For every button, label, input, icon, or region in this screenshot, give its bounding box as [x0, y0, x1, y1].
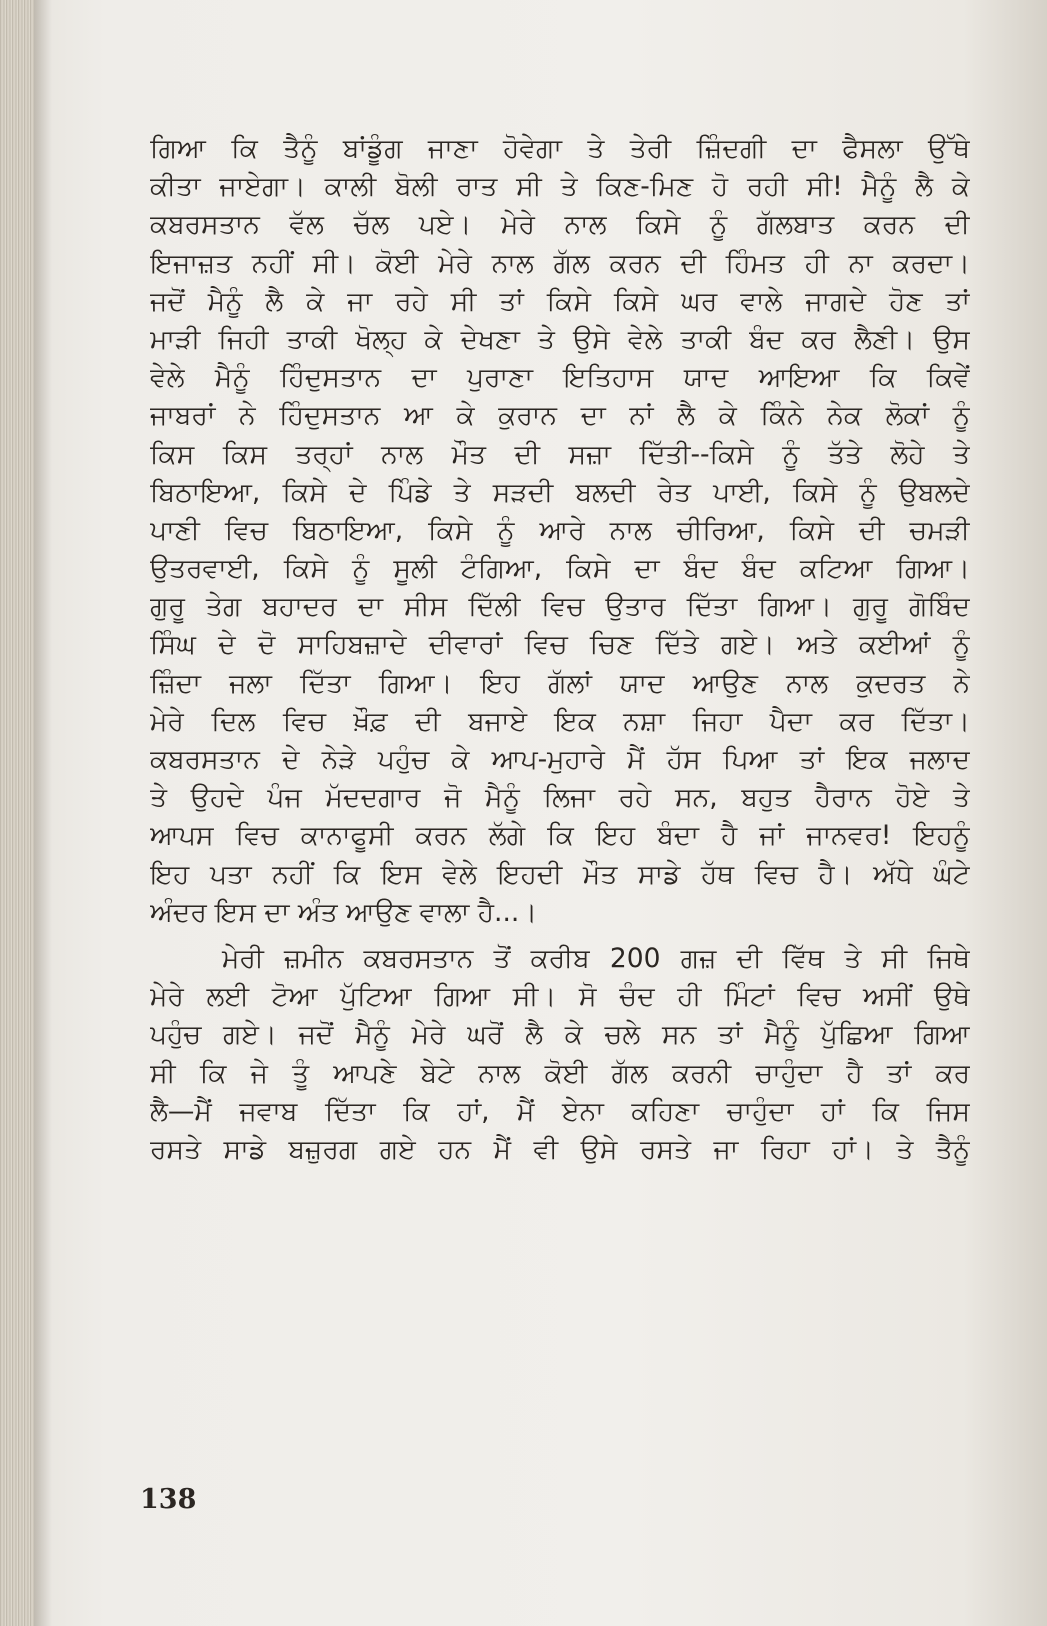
text-line: ਗੁਰੂ ਤੇਗ ਬਹਾਦਰ ਦਾ ਸੀਸ ਦਿੱਲੀ ਵਿਚ ਉਤਾਰ ਦਿੱਤਾ ਗਿਆ। ਗੁਰੂ ਗੋਬਿੰਦ: [150, 591, 970, 623]
text-line: ਜਾਬਰਾਂ ਨੇ ਹਿੰਦੁਸਤਾਨ ਆ ਕੇ ਕੁਰਾਨ ਦਾ ਨਾਂ ਲੈ ਕੇ ਕਿੰਨੇ ਨੇਕ ਲੋਕਾਂ ਨੂੰ: [150, 400, 970, 432]
gutter-shadow: [34, 0, 52, 1626]
text-line: ਕਬਰਸਤਾਨ ਵੱਲ ਚੱਲ ਪਏ। ਮੇਰੇ ਨਾਲ ਕਿਸੇ ਨੂੰ ਗੱਲਬਾਤ ਕਰਨ ਦੀ: [150, 209, 970, 241]
text-line: ਬਿਠਾਇਆ, ਕਿਸੇ ਦੇ ਪਿੰਡੇ ਤੇ ਸੜਦੀ ਬਲਦੀ ਰੇਤ ਪਾਈ, ਕਿਸੇ ਨੂੰ ਉਬਲਦੇ: [150, 476, 970, 508]
text-line: ਵੇਲੇ ਮੈਨੂੰ ਹਿੰਦੁਸਤਾਨ ਦਾ ਪੁਰਾਣਾ ਇਤਿਹਾਸ ਯਾਦ ਆਇਆ ਕਿ ਕਿਵੇਂ: [150, 362, 970, 394]
paragraph: [150, 940, 970, 1169]
text-line: ਮੇਰੀ ਜ਼ਮੀਨ ਕਬਰਸਤਾਨ ਤੋਂ ਕਰੀਬ 200 ਗਜ਼ ਦੀ ਵਿੱਥ ਤੇ ਸੀ ਜਿਥੇ: [222, 942, 970, 974]
text-line: ਇਹ ਪਤਾ ਨਹੀਂ ਕਿ ਇਸ ਵੇਲੇ ਇਹਦੀ ਮੌਤ ਸਾਡੇ ਹੱਥ ਵਿਚ ਹੈ। ਅੱਧੇ ਘੰਟੇ: [150, 858, 970, 890]
text-line: ਪਹੁੰਚ ਗਏ। ਜਦੋਂ ਮੈਨੂੰ ਮੇਰੇ ਘਰੋਂ ਲੈ ਕੇ ਚਲੇ ਸਨ ਤਾਂ ਮੈਨੂੰ ਪੁੱਛਿਆ ਗਿਆ: [150, 1019, 970, 1051]
text-line: ਮੇਰੇ ਦਿਲ ਵਿਚ ਖ਼ੌਫ਼ ਦੀ ਬਜਾਏ ਇਕ ਨਸ਼ਾ ਜਿਹਾ ਪੈਦਾ ਕਰ ਦਿੱਤਾ।: [150, 705, 970, 737]
text-line: ਗਿਆ ਕਿ ਤੈਨੂੰ ਬਾਂਡੂੰਗ ਜਾਣਾ ਹੋਵੇਗਾ ਤੇ ਤੇਰੀ ਜ਼ਿੰਦਗੀ ਦਾ ਫੈਸਲਾ ਉੱਥੇ: [150, 133, 970, 164]
text-line: ਕਬਰਸਤਾਨ ਦੇ ਨੇੜੇ ਪਹੁੰਚ ਕੇ ਆਪ-ਮੁਹਾਰੇ ਮੈਂ ਹੱਸ ਪਿਆ ਤਾਂ ਇਕ ਜਲਾਦ: [150, 744, 970, 775]
text-line: ਉਤਰਵਾਈ, ਕਿਸੇ ਨੂੰ ਸੂਲੀ ਟੰਗਿਆ, ਕਿਸੇ ਦਾ ਬੰਦ ਬੰਦ ਕਟਿਆ ਗਿਆ।: [150, 553, 970, 585]
text-line: ਕਿਸ ਕਿਸ ਤਰ੍ਹਾਂ ਨਾਲ ਮੌਤ ਦੀ ਸਜ਼ਾ ਦਿੱਤੀ--ਕਿਸੇ ਨੂੰ ਤੱਤੇ ਲੋਹੇ ਤੇ: [150, 438, 970, 470]
page-stack-edge: [0, 0, 34, 1626]
text-line: ਰਸਤੇ ਸਾਡੇ ਬਜ਼ੁਰਗ ਗਏ ਹਨ ਮੈਂ ਵੀ ਉਸੇ ਰਸਤੇ ਜਾ ਰਿਹਾ ਹਾਂ। ਤੇ ਤੈਨੂੰ: [150, 1133, 970, 1165]
body-text: [150, 130, 970, 1169]
page-number: 138: [140, 1484, 197, 1515]
text-line: ਕੀਤਾ ਜਾਏਗਾ। ਕਾਲੀ ਬੋਲੀ ਰਾਤ ਸੀ ਤੇ ਕਿਣ-ਮਿਣ ਹੋ ਰਹੀ ਸੀ! ਮੈਨੂੰ ਲੈ ਕੇ: [150, 171, 970, 203]
paragraph: [150, 130, 970, 932]
text-line: ਪਾਣੀ ਵਿਚ ਬਿਠਾਇਆ, ਕਿਸੇ ਨੂੰ ਆਰੇ ਨਾਲ ਚੀਰਿਆ, ਕਿਸੇ ਦੀ ਚਮੜੀ: [150, 514, 970, 546]
text-line: ਸਿੰਘ ਦੇ ਦੋ ਸਾਹਿਬਜ਼ਾਦੇ ਦੀਵਾਰਾਂ ਵਿਚ ਚਿਣ ਦਿੱਤੇ ਗਏ। ਅਤੇ ਕਈਆਂ ਨੂੰ: [150, 629, 970, 661]
text-line: ਜਦੋਂ ਮੈਨੂੰ ਲੈ ਕੇ ਜਾ ਰਹੇ ਸੀ ਤਾਂ ਕਿਸੇ ਕਿਸੇ ਘਰ ਵਾਲੇ ਜਾਗਦੇ ਹੋਣ ਤਾਂ: [150, 285, 970, 317]
text-line: ਅੰਦਰ ਇਸ ਦਾ ਅੰਤ ਆਉਣ ਵਾਲਾ ਹੈ...।: [150, 896, 538, 928]
text-line: ਤੇ ਉਹਦੇ ਪੰਜ ਮੱਦਦਗਾਰ ਜੋ ਮੈਨੂੰ ਲਿਜਾ ਰਹੇ ਸਨ, ਬਹੁਤ ਹੈਰਾਨ ਹੋਏ ਤੇ: [150, 782, 970, 814]
text-line: ਸੀ ਕਿ ਜੇ ਤੂੰ ਆਪਣੇ ਬੇਟੇ ਨਾਲ ਕੋਈ ਗੱਲ ਕਰਨੀ ਚਾਹੁੰਦਾ ਹੈ ਤਾਂ ਕਰ: [150, 1057, 970, 1089]
text-line: ਇਜਾਜ਼ਤ ਨਹੀਂ ਸੀ। ਕੋਈ ਮੇਰੇ ਨਾਲ ਗੱਲ ਕਰਨ ਦੀ ਹਿੰਮਤ ਹੀ ਨਾ ਕਰਦਾ।: [150, 247, 970, 279]
paragraph-gap: [150, 932, 970, 940]
text-line: ਲੈ—ਮੈਂ ਜਵਾਬ ਦਿੱਤਾ ਕਿ ਹਾਂ, ਮੈਂ ਏਨਾ ਕਹਿਣਾ ਚਾਹੁੰਦਾ ਹਾਂ ਕਿ ਜਿਸ: [150, 1095, 970, 1127]
text-line: ਮਾੜੀ ਜਿਹੀ ਤਾਕੀ ਖੋਲ੍ਹ ਕੇ ਦੇਖਣਾ ਤੇ ਉਸੇ ਵੇਲੇ ਤਾਕੀ ਬੰਦ ਕਰ ਲੈਣੀ। ਉਸ: [150, 323, 970, 355]
text-line: ਜ਼ਿੰਦਾ ਜਲਾ ਦਿੱਤਾ ਗਿਆ। ਇਹ ਗੱਲਾਂ ਯਾਦ ਆਉਣ ਨਾਲ ਕੁਦਰਤ ਨੇ: [150, 667, 970, 699]
text-line: ਮੇਰੇ ਲਈ ਟੋਆ ਪੁੱਟਿਆ ਗਿਆ ਸੀ। ਸੋ ਚੰਦ ਹੀ ਮਿੰਟਾਂ ਵਿਚ ਅਸੀਂ ਉਥੇ: [150, 981, 970, 1013]
text-line: ਆਪਸ ਵਿਚ ਕਾਨਾਫੂਸੀ ਕਰਨ ਲੱਗੇ ਕਿ ਇਹ ਬੰਦਾ ਹੈ ਜਾਂ ਜਾਨਵਰ! ਇਹਨੂੰ: [150, 820, 970, 852]
